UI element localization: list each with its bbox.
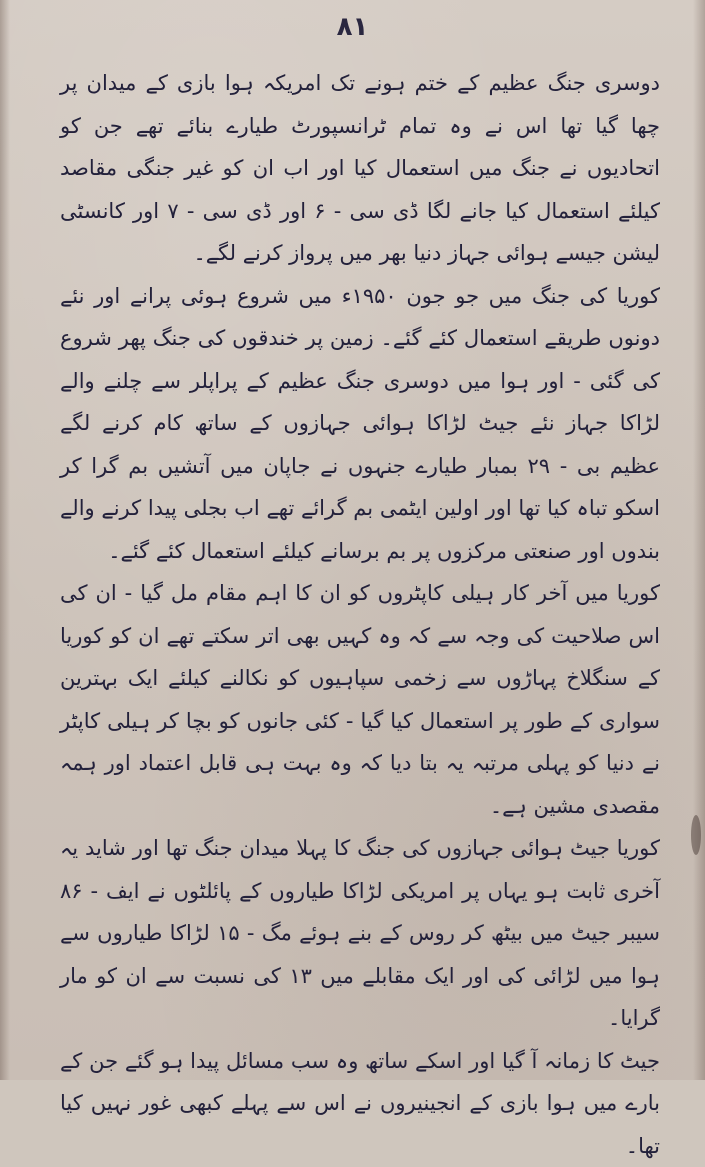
paragraph-5: جیٹ کا زمانہ آ گیا اور اسکے ساتھ وہ سب مسائل پیدا ہو گئے جن کے بارے میں ہوا بازی کے انجینیروں نے اس سے پہلے کبھی غور نہیں کیا تھا۔ <box>60 1040 660 1167</box>
paragraph-3: کوریا میں آخر کار ہیلی کاپٹروں کو ان کا اہم مقام مل گیا - ان کی اس صلاحیت کی وجہ سے کہ وہ کہیں بھی اتر سکتے تھے ان کو کوریا کے سنگلاخ پہاڑوں سے زخمی سپاہیوں کو نکالنے کیلئے ایک بہترین سواری کے طور پر استعمال کیا گیا - کئی جانوں کو بچا کر ہیلی کاپٹر نے دنیا کو پہلی مرتبہ یہ بتا دیا کہ وہ بہت ہی قابل اعتماد اور ہمہ مقصدی مشین ہے۔ <box>60 572 660 827</box>
page-edge-shadow-right <box>693 0 705 1080</box>
page-edge-shadow-left <box>0 0 10 1080</box>
paragraph-2: کوریا کی جنگ میں جو جون ۱۹۵۰ء میں شروع ہوئی پرانے اور نئے دونوں طریقے استعمال کئے گئے۔ زمین پر خندقوں کی جنگ پھر شروع کی گئی - اور ہوا میں دوسری جنگ عظیم کے پراپلر سے چلنے والے لڑاکا جہاز نئے جیٹ لڑاکا ہوائی جہازوں کے ساتھ کام کرنے لگے عظیم بی - ۲۹ بمبار طیارے جنہوں نے جاپان میں آتشیں بم گرا کر اسکو تباہ کیا تھا اور اولین ایٹمی بم گرائے تھے اب بجلی پیدا کرنے والے بندوں اور صنعتی مرکزوں پر بم برسانے کیلئے استعمال کئے گئے۔ <box>60 275 660 573</box>
ink-smudge <box>691 815 701 855</box>
page-body-text <box>60 62 660 1167</box>
page-number: ٨١ <box>0 12 705 42</box>
paragraph-4: کوریا جیٹ ہوائی جہازوں کی جنگ کا پہلا میدان جنگ تھا اور شاید یہ آخری ثابت ہو یہاں پر امریکی لڑاکا طیاروں کے پائلٹوں نے ایف - ۸۶ سیبر جیٹ میں بیٹھ کر روس کے بنے ہوئے مگ - ۱۵ لڑاکا طیاروں سے ہوا میں لڑائی کی اور ایک مقابلے میں ۱۳ کی نسبت سے ان کو مار گرایا۔ <box>60 827 660 1040</box>
paragraph-1: دوسری جنگ عظیم کے ختم ہونے تک امریکہ ہوا بازی کے میدان پر چھا گیا تھا اس نے وہ تمام ٹرانسپورٹ طیارے بنائے تھے جن کو اتحادیوں نے جنگ میں استعمال کیا اور اب ان کو غیر جنگی مقاصد کیلئے استعمال کیا جانے لگا ڈی سی - ۶ اور ڈی سی - ۷ اور کانسٹی لیشن جیسے ہوائی جہاز دنیا بھر میں پرواز کرنے لگے۔ <box>60 62 660 275</box>
